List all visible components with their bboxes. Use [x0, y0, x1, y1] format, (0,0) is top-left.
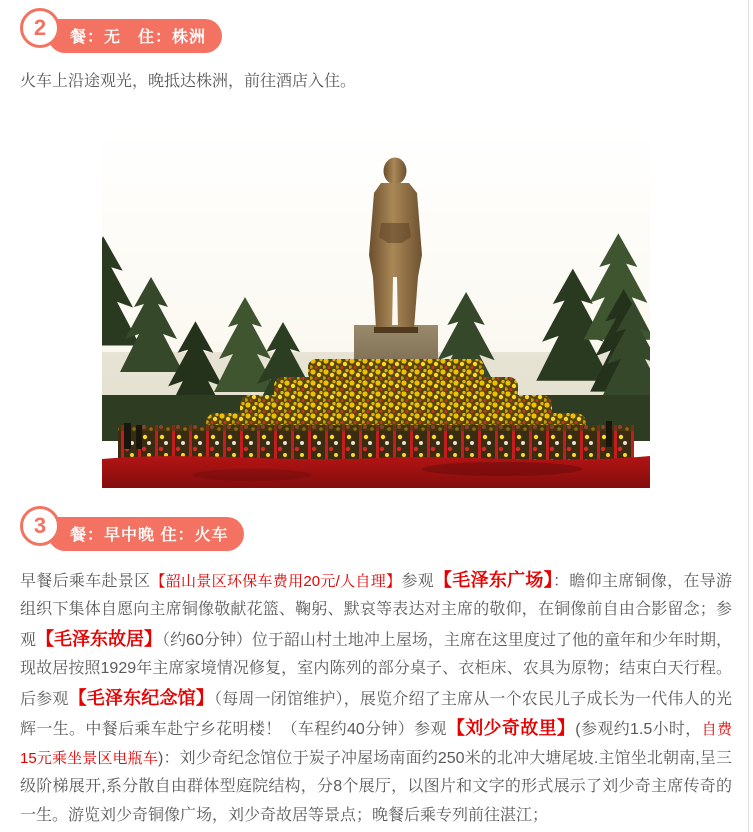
- text-segment: （每周一闭馆维护），展览介绍了主席从一个农民儿子成长为一代伟人的光辉一生。中餐后乘车赴宁乡花明楼！（车程约40分钟）参观: [20, 690, 732, 738]
- highlight-segment: 【毛泽东广场】: [433, 569, 554, 590]
- text-segment: 参观: [401, 572, 434, 590]
- highlight-segment: 自费15元乘坐景区电瓶车: [20, 721, 732, 767]
- text-segment: 早餐后乘车赴景区: [20, 572, 151, 590]
- day2-header: [20, 8, 732, 58]
- day2-description: 火车上沿途观光，晚抵达株洲，前往酒店入住。: [20, 73, 357, 90]
- day-section-2: [20, 8, 732, 488]
- text-segment: （约60分钟）位于韶山村土地冲上屋场，主席在这里度过了他的童年和少年时期，现故居按照1929年主席家境情况修复，室内陈列的部分桌子、衣柜床、农具为原物；结束白天行程。后参观: [20, 631, 732, 708]
- day2-number: 2: [33, 15, 47, 40]
- day3-number-badge: [20, 506, 60, 546]
- text-segment: )：刘少奇纪念馆位于炭子冲屋场南面约250米的北冲大塘尾坡.主馆坐北朝南,呈三级阶梯展开,系分散自由群体型庭院结构，分8个展厅，以图片和文字的形式展示了刘少奇主席传奇的一生。游览刘少奇铜像广场，刘少奇故居等景点；晚餐后乘专列前往湛江；: [20, 749, 732, 824]
- highlight-segment: 【韶山景区环保车费用20元/人自理】: [150, 572, 402, 590]
- day-section-3: [20, 506, 732, 831]
- day3-header: [20, 506, 732, 556]
- day3-meal-lodging-badge: 餐：早中晚 住：火车: [48, 517, 244, 551]
- highlight-segment: 【毛泽东故居】: [36, 628, 163, 649]
- day3-number: 3: [33, 512, 47, 538]
- text-segment: (参观约1.5小时，: [575, 721, 702, 738]
- day2-number-badge: [20, 8, 60, 48]
- text-segment: ：瞻仰主席铜像，在导游组织下集体自愿向主席铜像敬献花篮、鞠躬、默哀等表达对主席的敬仰，在铜像前自由合影留念；参观: [20, 572, 732, 649]
- day3-description: [20, 566, 732, 831]
- highlight-segment: 【刘少奇故里】: [446, 718, 576, 738]
- mao-statue-photo: [102, 127, 650, 488]
- day2-meal-lodging-badge: 餐：无 住：株洲: [48, 19, 222, 53]
- highlight-segment: 【毛泽东纪念馆】: [68, 687, 215, 708]
